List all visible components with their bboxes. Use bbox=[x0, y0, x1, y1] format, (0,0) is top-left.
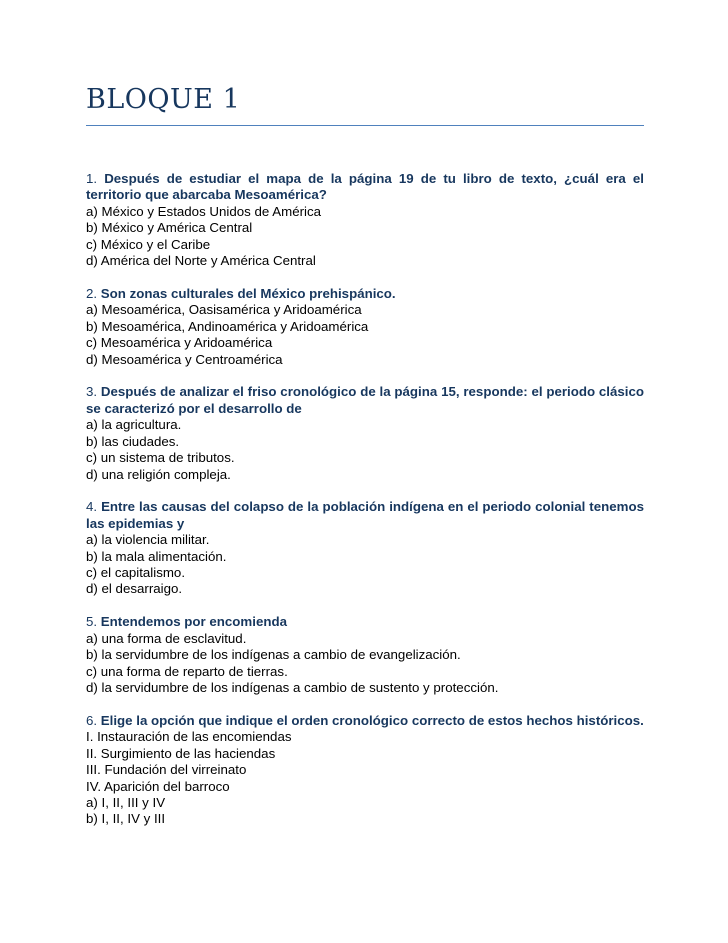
question-stem: Entre las causas del colapso de la población indígena en el periodo colonial tenemos las epidemias y bbox=[86, 499, 644, 531]
event-item: II. Surgimiento de las haciendas bbox=[86, 745, 276, 761]
answer-option: d) la servidumbre de los indígenas a cambio de sustento y protección. bbox=[86, 679, 499, 695]
answer-option: c) el capitalismo. bbox=[86, 565, 186, 581]
question-6 bbox=[86, 713, 644, 828]
question-prompt bbox=[86, 499, 644, 532]
question-number: 3. bbox=[86, 384, 98, 400]
question-number: 6. bbox=[86, 712, 98, 728]
question-stem: Entendemos por encomienda bbox=[100, 614, 287, 630]
answer-option: a) la violencia militar. bbox=[86, 532, 210, 548]
question-list bbox=[86, 171, 644, 828]
question-number: 1. bbox=[86, 171, 98, 186]
page-title: BLOQUE 1 bbox=[86, 84, 241, 115]
question-prompt bbox=[86, 713, 644, 729]
question-number: 2. bbox=[86, 285, 98, 301]
document-page bbox=[86, 0, 644, 844]
answer-option: a) Mesoamérica, Oasisamérica y Aridoamérica bbox=[86, 302, 362, 318]
question-stem: Son zonas culturales del México prehispánico. bbox=[100, 285, 396, 301]
answer-option: b) la mala alimentación. bbox=[86, 548, 227, 564]
question-5 bbox=[86, 614, 644, 696]
answer-option: d) el desarraigo. bbox=[86, 581, 183, 597]
answer-option: d) una religión compleja. bbox=[86, 466, 231, 482]
answer-option: a) I, II, III y IV bbox=[86, 794, 166, 810]
question-4 bbox=[86, 499, 644, 597]
question-2 bbox=[86, 286, 644, 368]
answer-option: a) una forma de esclavitud. bbox=[86, 630, 247, 646]
question-prompt bbox=[86, 171, 644, 204]
title-underline bbox=[86, 125, 644, 126]
question-1 bbox=[86, 171, 644, 269]
event-item: I. Instauración de las encomiendas bbox=[86, 729, 292, 745]
answer-option: c) un sistema de tributos. bbox=[86, 450, 235, 466]
answer-option: b) Mesoamérica, Andinoamérica y Aridoamérica bbox=[86, 318, 369, 334]
event-item: III. Fundación del virreinato bbox=[86, 762, 247, 778]
answer-option: b) México y América Central bbox=[86, 220, 253, 236]
answer-option: c) una forma de reparto de tierras. bbox=[86, 663, 288, 679]
answer-option: a) México y Estados Unidos de América bbox=[86, 203, 322, 219]
answer-option: a) la agricultura. bbox=[86, 417, 182, 433]
question-number: 4. bbox=[86, 499, 98, 515]
question-prompt bbox=[86, 614, 644, 630]
question-stem: Después de estudiar el mapa de la página 19 de tu libro de texto, ¿cuál era el territorio que abarcaba Mesoamérica? bbox=[86, 171, 644, 203]
question-number: 5. bbox=[86, 614, 98, 630]
answer-option: d) Mesoamérica y Centroamérica bbox=[86, 351, 283, 367]
question-prompt bbox=[86, 384, 644, 417]
question-stem: Elige la opción que indique el orden cronológico correcto de estos hechos históricos. bbox=[100, 712, 644, 728]
event-item: IV. Aparición del barroco bbox=[86, 778, 230, 794]
question-3 bbox=[86, 384, 644, 482]
answer-option: c) México y el Caribe bbox=[86, 236, 211, 252]
answer-option: b) I, II, IV y III bbox=[86, 811, 166, 827]
answer-option: b) la servidumbre de los indígenas a cambio de evangelización. bbox=[86, 647, 461, 663]
question-stem: Después de analizar el friso cronológico de la página 15, responde: el periodo clásico se caracterizó por el desarrollo de bbox=[86, 384, 644, 416]
question-prompt bbox=[86, 286, 644, 302]
answer-option: b) las ciudades. bbox=[86, 433, 180, 449]
answer-option: d) América del Norte y América Central bbox=[86, 253, 316, 269]
answer-option: c) Mesoamérica y Aridoamérica bbox=[86, 335, 273, 351]
